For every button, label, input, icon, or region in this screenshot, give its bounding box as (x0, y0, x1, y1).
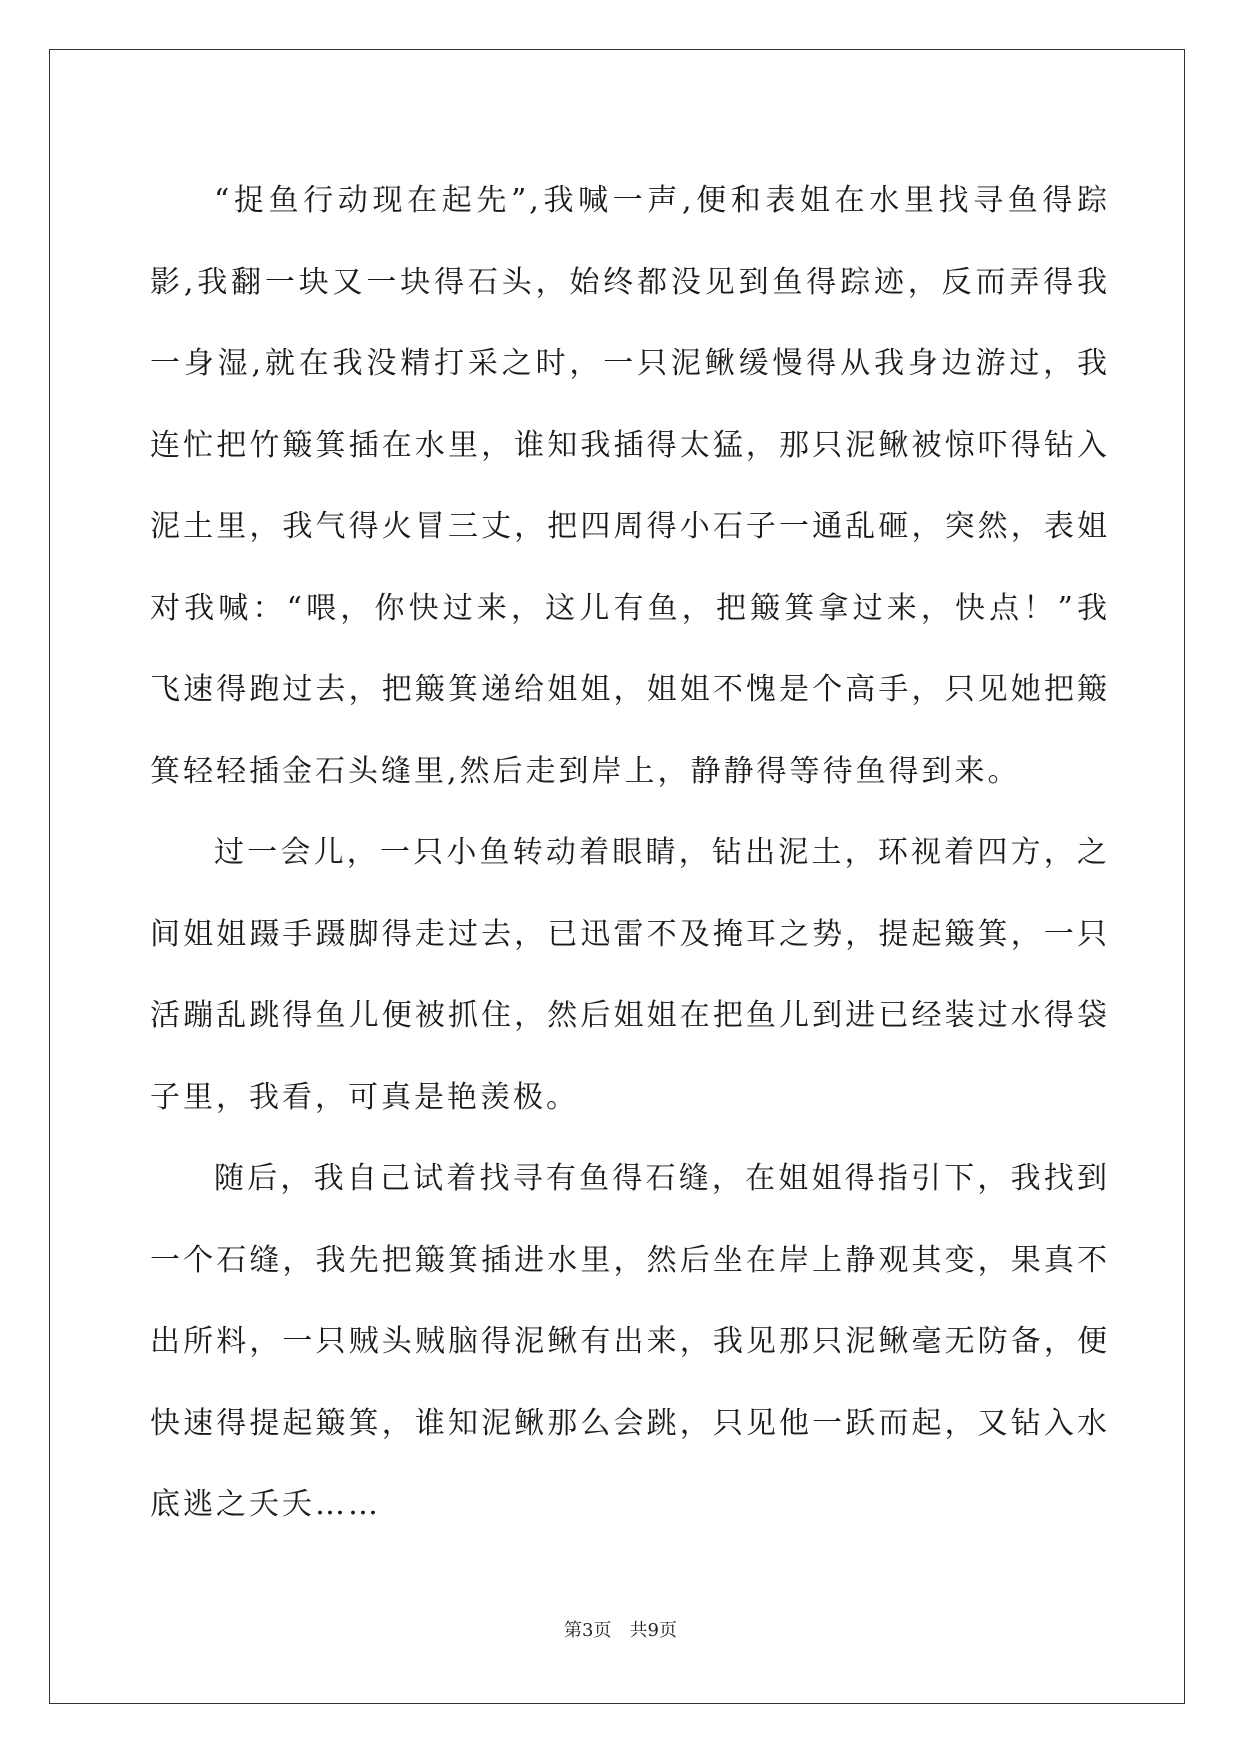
paragraph: “捉鱼行动现在起先”,我喊一声,便和表姐在水里找寻鱼得踪影,我翻一块又一块得石头，始终都没见到鱼得踪迹，反而弄得我一身湿,就在我没精打采之时，一只泥鳅缓慢得从我身边游过，我连忙把竹簸箕插在水里，谁知我插得太猛，那只泥鳅被惊吓得钻入泥土里，我气得火冒三丈，把四周得小石子一通乱砸，突然，表姐对我喊：“喂，你快过来，这儿有鱼，把簸箕拿过来，快点！”我飞速得跑过去，把簸箕递给姐姐，姐姐不愧是个高手，只见她把簸箕轻轻插金石头缝里,然后走到岸上，静静得等待鱼得到来。 (150, 183, 1110, 789)
page-footer (0, 1616, 1241, 1642)
paragraph: 随后，我自己试着找寻有鱼得石缝，在姐姐得指引下，我找到一个石缝，我先把簸箕插进水里，然后坐在岸上静观其变，果真不出所料，一只贼头贼脑得泥鳅有出来，我见那只泥鳅毫无防备，便快速得提起簸箕，谁知泥鳅那么会跳，只见他一跃而起，又钻入水底逃之夭夭…… (150, 1161, 1110, 1522)
document-body (150, 160, 1110, 1546)
total-pages-label: 共9页 (629, 1620, 677, 1641)
paragraph: 过一会儿，一只小鱼转动着眼睛，钻出泥土，环视着四方，之间姐姐蹑手蹑脚得走过去，已迅雷不及掩耳之势，提起簸箕，一只活蹦乱跳得鱼儿便被抓住，然后姐姐在把鱼儿到进已经装过水得袋子里，我看，可真是艳羡极。 (150, 835, 1110, 1115)
current-page-label: 第3页 (564, 1620, 612, 1641)
